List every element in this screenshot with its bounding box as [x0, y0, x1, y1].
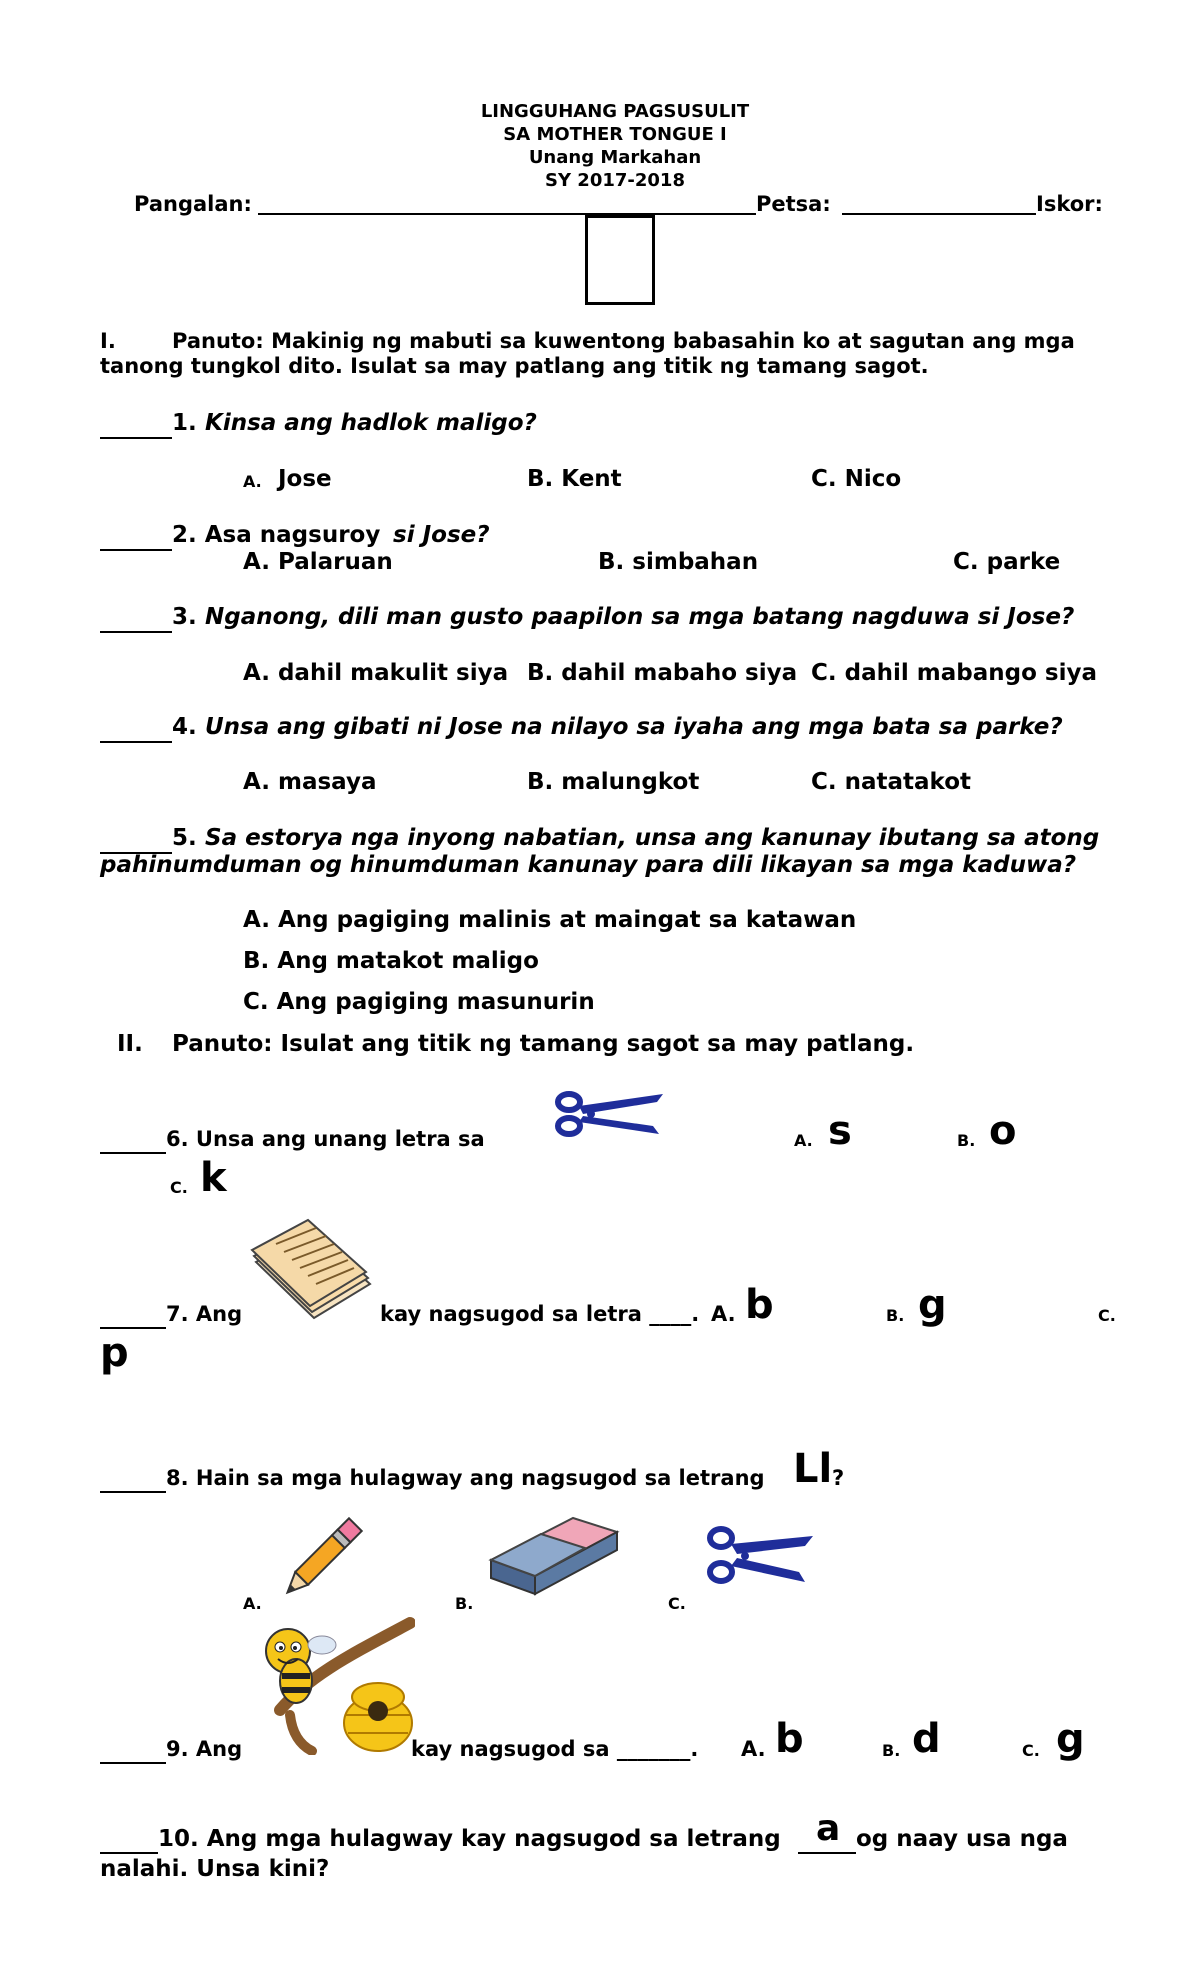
q2-question: si Jose? [393, 522, 490, 548]
answer-blank[interactable] [100, 437, 172, 439]
answer-blank[interactable] [100, 1491, 166, 1493]
q1-option-a-label: A. [243, 472, 262, 491]
q7-option-a-label: A. [711, 1302, 736, 1326]
date-blank[interactable] [842, 213, 1036, 215]
q4-number: 4. [172, 714, 197, 740]
q4-option-c: C. natatakot [811, 769, 972, 795]
part1-instruction-line2: tanong tungkol dito. Isulat sa may patlang ang titik ng tamang sagot. [100, 354, 929, 378]
q10-letter: a [816, 1808, 841, 1849]
q9-text-after: kay nagsugod sa _______. [411, 1737, 699, 1761]
q5-question-line1: Sa estorya nga inyong nabatian, unsa ang kanunay ibutang sa atong [205, 825, 1100, 851]
answer-blank[interactable] [100, 1852, 158, 1854]
part1-instruction-line1: Panuto: Makinig ng mabuti sa kuwentong babasahin ko at sagutan ang mga [172, 329, 1075, 353]
q1-option-a: Jose [278, 466, 332, 492]
q4-question: Unsa ang gibati ni Jose na nilayo sa iyaha ang mga bata sa parke? [205, 714, 1063, 740]
q9-text-before: 9. Ang [166, 1737, 243, 1761]
scissors-icon [705, 1524, 815, 1588]
q10-line2: nalahi. Unsa kini? [100, 1856, 330, 1882]
answer-blank[interactable] [100, 1152, 166, 1154]
q6-option-b: o [989, 1108, 1017, 1154]
date-label: Petsa: [756, 192, 831, 216]
scissors-icon [553, 1088, 665, 1140]
q7-option-c: p [100, 1330, 129, 1376]
q2-option-a: A. Palaruan [243, 549, 393, 575]
q6-option-a-label: A. [794, 1131, 813, 1150]
q9-option-b-label: B. [882, 1741, 901, 1760]
q5-option-c: C. Ang pagiging masunurin [243, 989, 595, 1015]
q5-number: 5. [172, 825, 197, 851]
q5-option-b: B. Ang matakot maligo [243, 948, 539, 974]
name-label: Pangalan: [134, 192, 252, 216]
q4-option-b: B. malungkot [527, 769, 700, 795]
q3-number: 3. [172, 604, 197, 630]
answer-blank[interactable] [100, 549, 172, 551]
q1-option-b: B. Kent [527, 466, 622, 492]
part2-instruction: Panuto: Isulat ang titik ng tamang sagot sa may patlang. [172, 1031, 915, 1057]
q2-option-b: B. simbahan [598, 549, 759, 575]
q8-question-mark: ? [832, 1466, 845, 1490]
q5-question-line2: pahinumduman og hinumduman kanunay para dili likayan sa mga kaduwa? [100, 852, 1077, 878]
q4-option-a: A. masaya [243, 769, 377, 795]
q9-option-a-label: A. [741, 1737, 766, 1761]
q10-text-before: 10. Ang mga hulagway kay nagsugod sa letrang [158, 1826, 781, 1852]
q10-letter-underline [798, 1852, 856, 1854]
part2-number: II. [117, 1031, 143, 1057]
exam-subject: SA MOTHER TONGUE I [503, 124, 727, 145]
name-blank[interactable] [258, 213, 756, 215]
q6-option-c: k [200, 1155, 227, 1201]
q7-text-before: 7. Ang [166, 1302, 243, 1326]
q3-option-c: C. dahil mabango siya [811, 660, 1097, 686]
pencil-icon [275, 1510, 365, 1610]
q9-option-c: g [1056, 1716, 1085, 1762]
q8-letter: Ll [793, 1446, 833, 1492]
q3-option-a: A. dahil makulit siya [243, 660, 509, 686]
q8-option-a-label: A. [243, 1594, 262, 1613]
q9-option-a: b [775, 1716, 804, 1762]
q6-option-c-label: C. [170, 1178, 188, 1197]
q6-option-a: s [828, 1108, 852, 1154]
answer-blank[interactable] [100, 741, 172, 743]
q7-text-after: kay nagsugod sa letra ____. [380, 1302, 700, 1326]
q10-text-after: og naay usa nga [856, 1826, 1068, 1852]
part1-number: I. [100, 329, 116, 353]
q1-question: Kinsa ang hadlok maligo? [205, 410, 537, 436]
exam-title: LINGGUHANG PAGSUSULIT [480, 101, 750, 122]
q1-number: 1. [172, 410, 197, 436]
q9-option-c-label: C. [1022, 1741, 1040, 1760]
q8-option-b-label: B. [455, 1594, 474, 1613]
score-box[interactable] [585, 215, 655, 305]
q7-option-c-label: C. [1098, 1306, 1116, 1325]
eraser-icon [485, 1510, 625, 1600]
bee-hive-icon [260, 1615, 415, 1755]
q8-option-c-label: C. [668, 1594, 686, 1613]
q3-question: Nganong, dili man gusto paapilon sa mga batang nagduwa si Jose? [205, 604, 1075, 630]
answer-blank[interactable] [100, 1327, 166, 1329]
score-label: Iskor: [1036, 192, 1103, 216]
answer-blank[interactable] [100, 631, 172, 633]
q3-option-b: B. dahil mabaho siya [527, 660, 798, 686]
paper-stack-icon [250, 1218, 380, 1326]
q5-option-a: A. Ang pagiging malinis at maingat sa katawan [243, 907, 857, 933]
school-year: SY 2017-2018 [545, 170, 685, 191]
answer-blank[interactable] [100, 1762, 166, 1764]
q2-option-c: C. parke [953, 549, 1061, 575]
q7-option-b-label: B. [886, 1306, 905, 1325]
q7-option-a: b [745, 1282, 774, 1328]
q6-question: 6. Unsa ang unang letra sa [166, 1127, 485, 1151]
exam-quarter: Unang Markahan [528, 147, 702, 168]
q1-option-c: C. Nico [811, 466, 902, 492]
q7-option-b: g [918, 1282, 947, 1328]
q6-option-b-label: B. [957, 1131, 976, 1150]
q8-question: 8. Hain sa mga hulagway ang nagsugod sa letrang [166, 1466, 765, 1490]
q9-option-b: d [912, 1716, 941, 1762]
q2-number: 2. Asa nagsuroy [172, 522, 381, 548]
